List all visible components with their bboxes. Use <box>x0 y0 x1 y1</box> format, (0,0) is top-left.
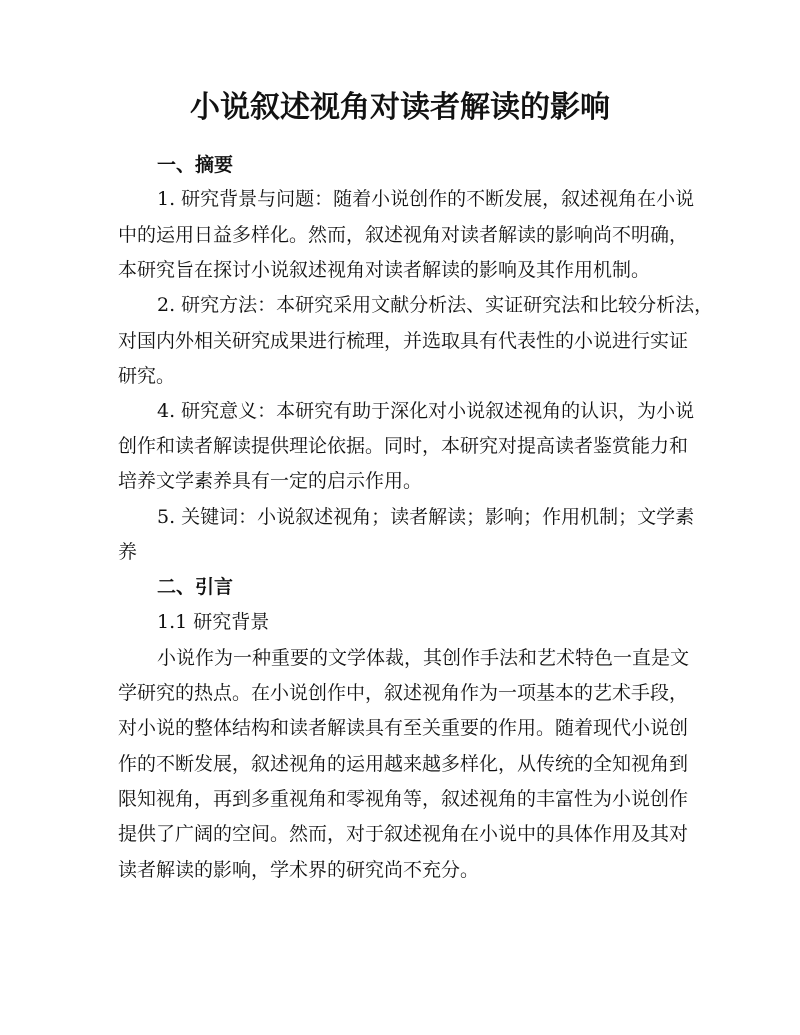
introduction-paragraph-line-3: 对小说的整体结构和读者解读具有至关重要的作用。随着现代小说创 <box>118 717 689 739</box>
abstract-item-2-line-1: 2. 研究方法：本研究采用文献分析法、实证研究法和比较分析法， <box>157 294 714 316</box>
abstract-item-3-line-2: 创作和读者解读提供理论依据。同时，本研究对提高读者鉴赏能力和 <box>118 435 689 457</box>
introduction-paragraph-line-1: 小说作为一种重要的文学体裁，其创作手法和艺术特色一直是文 <box>157 647 690 669</box>
abstract-item-1-line-2: 中的运用日益多样化。然而，叙述视角对读者解读的影响尚不明确， <box>118 224 689 246</box>
introduction-paragraph-line-5: 限知视角，再到多重视角和零视角等，叙述视角的丰富性为小说创作 <box>118 788 689 810</box>
abstract-item-1-line-3: 本研究旨在探讨小说叙述视角对读者解读的影响及其作用机制。 <box>118 259 651 281</box>
abstract-item-1-line-1: 1. 研究背景与问题：随着小说创作的不断发展，叙述视角在小说 <box>157 188 695 210</box>
abstract-heading: 一、摘要 <box>157 154 234 176</box>
introduction-subheading: 1.1 研究背景 <box>157 611 270 633</box>
abstract-item-3-line-3: 培养文学素养具有一定的启示作用。 <box>118 470 423 492</box>
document-title: 小说叙述视角对读者解读的影响 <box>190 90 610 125</box>
introduction-paragraph-line-6: 提供了广阔的空间。然而，对于叙述视角在小说中的具体作用及其对 <box>118 823 689 845</box>
abstract-item-2-line-2: 对国内外相关研究成果进行梳理，并选取具有代表性的小说进行实证 <box>118 330 689 352</box>
abstract-item-2-line-3: 研究。 <box>118 365 176 387</box>
introduction-paragraph-line-4: 作的不断发展，叙述视角的运用越来越多样化，从传统的全知视角到 <box>118 753 689 775</box>
abstract-item-3-line-1: 4. 研究意义：本研究有助于深化对小说叙述视角的认识，为小说 <box>157 400 695 422</box>
abstract-item-4-line-2: 养 <box>118 541 138 563</box>
introduction-heading: 二、引言 <box>157 576 234 598</box>
abstract-item-4-line-1: 5. 关键词：小说叙述视角；读者解读；影响；作用机制；文学素 <box>157 506 695 528</box>
introduction-paragraph-line-2: 学研究的热点。在小说创作中，叙述视角作为一项基本的艺术手段， <box>118 682 689 704</box>
introduction-paragraph-line-7: 读者解读的影响，学术界的研究尚不充分。 <box>118 859 480 881</box>
